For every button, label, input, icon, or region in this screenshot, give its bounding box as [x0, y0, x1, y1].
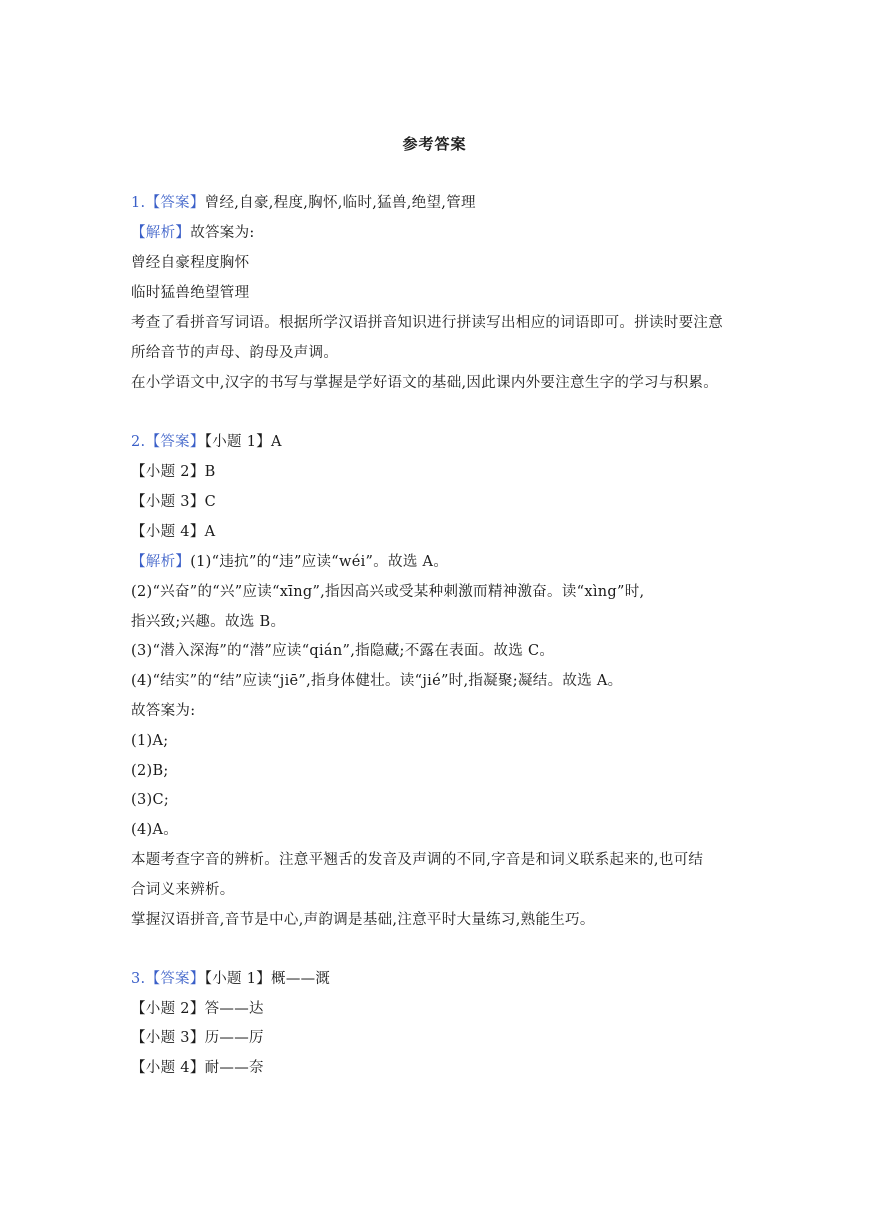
- q1-answer-text: 曾经,自豪,程度,胸怀,临时,猛兽,绝望,管理: [204, 195, 476, 211]
- q3-answer-tag: 【答案】: [145, 971, 205, 987]
- q3-answer-text: 【小题 1】概——溉: [204, 971, 331, 987]
- q2-analysis-text: (3)C;: [131, 792, 170, 808]
- q2-analysis-text: 指兴致;兴趣。故选 B。: [131, 614, 286, 630]
- q1-number: 1.: [131, 195, 146, 211]
- q2-answer-text: 【小题 2】B: [131, 464, 216, 480]
- q2-answer-line: [131, 432, 282, 452]
- q2-analysis-text: (1)A;: [131, 733, 169, 749]
- q1-analysis-text: 故答案为:: [190, 225, 255, 241]
- q2-analysis-text: (3)“潜入深海”的“潜”应读“qián”,指隐藏;不露在表面。故选 C。: [131, 643, 555, 659]
- q2-analysis-text: (4)“结实”的“结”应读“jiē”,指身体健壮。读“jié”时,指凝聚;凝结。故选 A。: [131, 673, 623, 689]
- q3-answer-text: 【小题 4】耐——奈: [131, 1060, 264, 1076]
- q1-answer-tag: 【答案】: [145, 195, 205, 211]
- q2-analysis-tag: 【解析】: [131, 554, 191, 570]
- q2-answer-text: 【小题 3】C: [131, 494, 217, 510]
- page-title: 参考答案: [402, 135, 467, 153]
- q1-answer-line: [131, 193, 476, 213]
- q1-analysis-text: 曾经自豪程度胸怀: [131, 255, 250, 271]
- q1-analysis-text: 所给音节的声母、韵母及声调。: [131, 345, 339, 361]
- q2-analysis-text: (4)A。: [131, 822, 179, 838]
- q3-answer-text: 【小题 3】历——厉: [131, 1030, 264, 1046]
- q2-analysis-text: 掌握汉语拼音,音节是中心,声韵调是基础,注意平时大量练习,熟能生巧。: [131, 912, 595, 928]
- q2-analysis-text: 故答案为:: [131, 703, 196, 719]
- q1-analysis-line: [131, 223, 255, 243]
- q3-answer-line: [131, 969, 330, 989]
- q1-analysis-text: 在小学语文中,汉字的书写与掌握是学好语文的基础,因此课内外要注意生字的学习与积累。: [131, 375, 719, 391]
- q3-answer-text: 【小题 2】答——达: [131, 1001, 264, 1017]
- q2-analysis-text: (1)“违抗”的“违”应读“wéi”。故选 A。: [190, 554, 449, 570]
- q2-analysis-text: (2)B;: [131, 763, 169, 779]
- q2-analysis-text: 合词义来辨析。: [131, 882, 235, 898]
- q3-number: 3.: [131, 971, 146, 987]
- q1-analysis-text: 临时猛兽绝望管理: [131, 285, 250, 301]
- q1-analysis-tag: 【解析】: [131, 225, 191, 241]
- q2-analysis-text: (2)“兴奋”的“兴”应读“xīng”,指因高兴或受某种刺激而精神激奋。读“xìng”时,: [131, 584, 645, 600]
- q1-analysis-text: 考查了看拼音写词语。根据所学汉语拼音知识进行拼读写出相应的词语即可。拼读时要注意: [131, 315, 723, 331]
- q2-answer-tag: 【答案】: [145, 434, 205, 450]
- q2-answer-text: 【小题 4】A: [131, 524, 216, 540]
- q2-answer-text: 【小题 1】A: [204, 434, 282, 450]
- q2-analysis-line: [131, 552, 448, 572]
- q2-analysis-text: 本题考查字音的辨析。注意平翘舌的发音及声调的不同,字音是和词义联系起来的,也可结: [131, 852, 704, 868]
- q2-number: 2.: [131, 434, 146, 450]
